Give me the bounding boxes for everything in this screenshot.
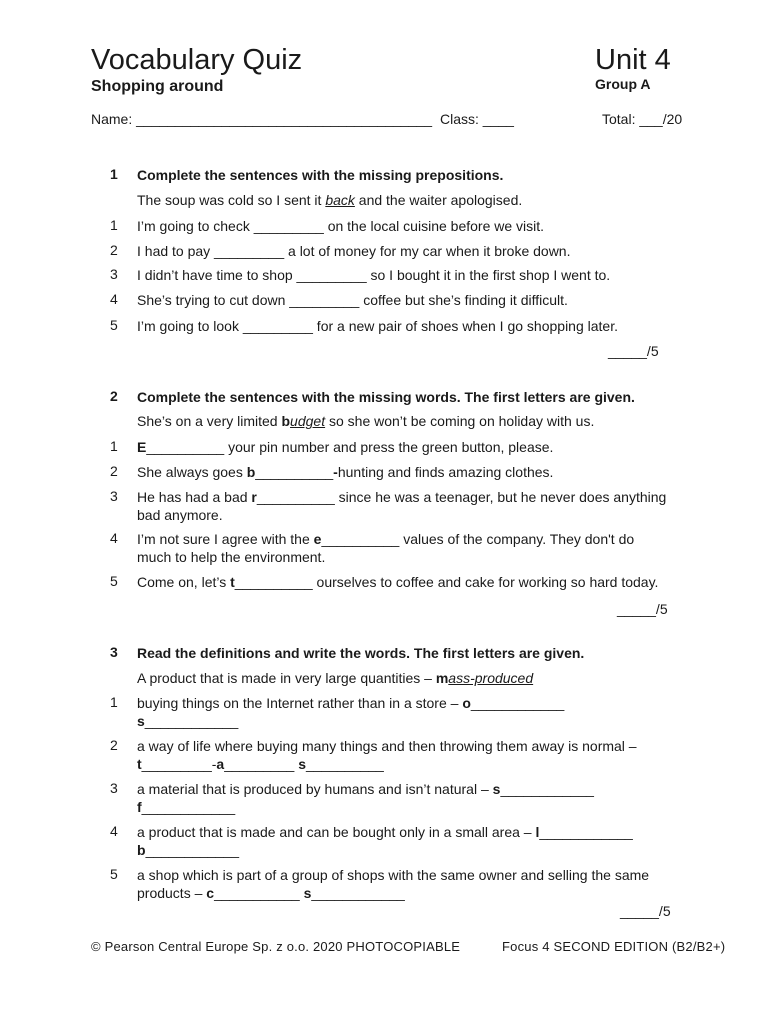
- quiz-subtitle: Shopping around: [91, 78, 224, 95]
- item-number: 3: [110, 266, 118, 282]
- item-number: 5: [110, 573, 118, 589]
- first-letter: e: [313, 531, 322, 547]
- question-item: [137, 438, 553, 456]
- section-score: _____/5: [608, 343, 659, 359]
- answer-blank: __________: [305, 756, 384, 772]
- first-letter: s: [303, 885, 312, 901]
- copyright-footer: © Pearson Central Europe Sp. z o.o. 2020 PHOTOCOPIABLE: [91, 939, 461, 954]
- item-text: hunting and finds amazing clothes.: [337, 464, 554, 480]
- group-label: Group A: [595, 76, 651, 92]
- example-sentence: [137, 412, 594, 430]
- answer-blank: __________: [255, 464, 334, 480]
- first-letter: b: [246, 464, 256, 480]
- section-number: 3: [110, 644, 118, 660]
- item-number: 4: [110, 823, 118, 839]
- name-field: Name: ______________________________________: [91, 111, 432, 127]
- example-text: The soup was cold so I sent it: [137, 192, 326, 208]
- item-number: 2: [110, 242, 118, 258]
- section-score: _____/5: [620, 903, 671, 919]
- item-number: 5: [110, 317, 118, 333]
- first-letter: t: [230, 574, 235, 590]
- question-item: [137, 573, 658, 591]
- question-item: [137, 463, 553, 481]
- definition-text: buying things on the Internet rather than in a store –: [137, 695, 463, 711]
- hyphen: -: [333, 464, 338, 480]
- example-answer: udget: [290, 413, 326, 429]
- answer-blank: ____________: [500, 781, 594, 797]
- definition-item: [137, 823, 633, 841]
- question-item: I’m going to check _________ on the local cuisine before we visit.: [137, 218, 545, 234]
- question-item: I didn’t have time to shop _________ so I bought it in the first shop I went to.: [137, 267, 611, 283]
- item-text: He has had a bad: [137, 489, 252, 505]
- item-number: 2: [110, 737, 118, 753]
- answer-blank: ____________: [145, 842, 239, 858]
- definition-text: products –: [137, 885, 207, 901]
- section-score: _____/5: [617, 601, 668, 617]
- answer-blank: ____________: [470, 695, 565, 711]
- first-letter: s: [492, 781, 501, 797]
- question-item-continued: bad anymore.: [137, 507, 223, 523]
- item-number: 1: [110, 217, 118, 233]
- example-answer: back: [325, 192, 355, 208]
- item-number: 1: [110, 438, 118, 454]
- definition-text: a material that is produced by humans and isn’t natural –: [137, 781, 493, 797]
- first-letter: m: [435, 670, 449, 686]
- section-instruction: Complete the sentences with the missing words. The first letters are given.: [137, 389, 635, 405]
- item-number: 2: [110, 463, 118, 479]
- item-number: 1: [110, 694, 118, 710]
- quiz-title: Vocabulary Quiz: [91, 44, 303, 76]
- example-text: so she won’t be coming on holiday with us.: [325, 413, 595, 429]
- unit-label: Unit 4: [595, 44, 671, 76]
- answer-blank: _________-: [141, 756, 217, 772]
- section-instruction: Complete the sentences with the missing prepositions.: [137, 167, 504, 183]
- item-text: Come on, let’s: [137, 574, 231, 590]
- question-item: I’m going to look _________ for a new pair of shoes when I go shopping later.: [137, 318, 618, 334]
- item-number: 4: [110, 530, 118, 546]
- first-letter: l: [535, 824, 540, 840]
- answer-blank: ____________: [311, 885, 405, 901]
- question-item: [137, 530, 634, 548]
- answer-blank: ____________: [539, 824, 633, 840]
- definition-item-continued: [137, 755, 384, 773]
- answer-blank: _________: [224, 756, 299, 772]
- section-number: 1: [110, 166, 118, 182]
- answer-blank: ____________: [144, 713, 239, 729]
- item-number: 3: [110, 780, 118, 796]
- first-letter: b: [137, 842, 146, 858]
- item-text: __________ your pin number and press the green button, please.: [146, 439, 554, 455]
- first-letter: t: [137, 756, 142, 772]
- question-item: She’s trying to cut down _________ coffee but she’s finding it difficult.: [137, 292, 568, 308]
- section-instruction: Read the definitions and write the words. The first letters are given.: [137, 645, 585, 661]
- item-text: I’m not sure I agree with the: [137, 531, 314, 547]
- question-item: I had to pay _________ a lot of money for my car when it broke down.: [137, 243, 571, 259]
- first-letter: r: [251, 489, 257, 505]
- definition-item: a shop which is part of a group of shops with the same owner and selling the same: [137, 867, 650, 883]
- total-field: Total: ___/20: [602, 111, 683, 127]
- example-text: A product that is made in very large quantities –: [137, 670, 436, 686]
- example-text: and the waiter apologised.: [354, 192, 523, 208]
- item-text: __________ ourselves to coffee and cake for working so hard today.: [234, 574, 659, 590]
- item-number: 4: [110, 291, 118, 307]
- item-number: 3: [110, 488, 118, 504]
- answer-blank: ____________: [141, 799, 236, 815]
- definition-item-continued: [137, 798, 235, 816]
- question-item-continued: much to help the environment.: [137, 549, 326, 565]
- definition-item: [137, 694, 564, 712]
- first-letter: E: [137, 439, 147, 455]
- item-number: 5: [110, 866, 118, 882]
- first-letter: f: [137, 799, 142, 815]
- example-text: She’s on a very limited: [137, 413, 282, 429]
- example-answer: ass-produced: [448, 670, 534, 686]
- question-item: [137, 488, 666, 506]
- answer-blank: ___________: [214, 885, 304, 901]
- item-text: She always goes: [137, 464, 247, 480]
- first-letter: b: [281, 413, 291, 429]
- first-letter: s: [298, 756, 306, 772]
- class-field: Class: ____: [440, 111, 514, 127]
- definition-item-continued: [137, 841, 239, 859]
- definition-item: [137, 780, 594, 798]
- first-letter: a: [216, 756, 225, 772]
- first-letter: c: [206, 885, 215, 901]
- definition-text: a product that is made and can be bought only in a small area –: [137, 824, 536, 840]
- item-text: __________ values of the company. They don't do: [321, 531, 635, 547]
- section-number: 2: [110, 388, 118, 404]
- first-letter: o: [462, 695, 471, 711]
- definition-item-continued: [137, 712, 238, 730]
- definition-item-continued: [137, 884, 405, 902]
- edition-footer: Focus 4 SECOND EDITION (B2/B2+): [502, 939, 726, 954]
- example-sentence: [137, 669, 533, 687]
- first-letter: s: [137, 713, 145, 729]
- definition-item: a way of life where buying many things and then throwing them away is normal –: [137, 738, 637, 754]
- item-text: __________ since he was a teenager, but he never does anything: [256, 489, 667, 505]
- example-sentence: [137, 191, 522, 209]
